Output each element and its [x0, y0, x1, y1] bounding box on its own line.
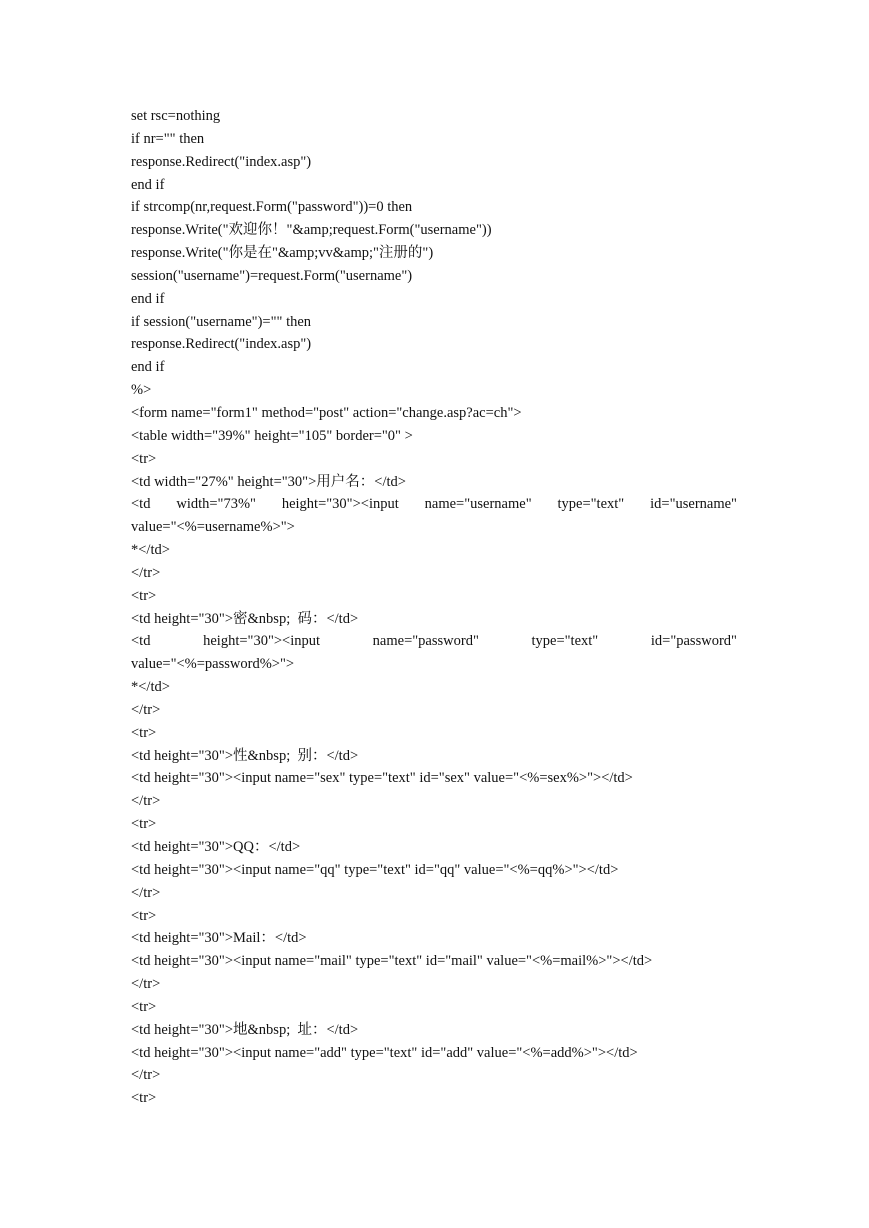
code-line: <td width="27%" height="30">用户名：</td>: [131, 473, 406, 490]
code-line: <td height="30">地&nbsp; 址：</td>: [131, 1021, 359, 1038]
code-line: <tr>: [131, 998, 157, 1015]
code-line: </tr>: [131, 701, 161, 718]
code-line: [131, 630, 737, 653]
code-line: </tr>: [131, 564, 161, 581]
code-line: if nr="" then: [131, 130, 205, 147]
code-line: *</td>: [131, 542, 170, 559]
code-line: <tr>: [131, 907, 157, 924]
code-line: <td height="30">Mail：</td>: [131, 930, 307, 947]
code-token: <td: [131, 496, 151, 513]
code-token: height="30"><input: [281, 496, 399, 513]
code-line: value="<%=password%>">: [131, 656, 295, 673]
code-token: id="password": [650, 633, 737, 650]
code-line: <td height="30">性&nbsp; 别：</td>: [131, 747, 359, 764]
code-line: value="<%=username%>">: [131, 519, 295, 536]
code-line: </tr>: [131, 884, 161, 901]
code-token: type="text": [531, 633, 599, 650]
code-token: <td: [131, 633, 151, 650]
code-line: response.Write("欢迎你！"&amp;request.Form("username")): [131, 222, 492, 239]
code-line: <tr>: [131, 450, 157, 467]
code-line: if strcomp(nr,request.Form("password"))=0 then: [131, 199, 413, 216]
code-line: response.Redirect("index.asp"): [131, 153, 312, 170]
code-line: if session("username")="" then: [131, 313, 312, 330]
code-line: <td height="30">密&nbsp; 码：</td>: [131, 610, 359, 627]
code-line: <td height="30">QQ：</td>: [131, 839, 301, 855]
code-line: response.Redirect("index.asp"): [131, 336, 312, 353]
code-line: <td height="30"><input name="add" type="text" id="add" value="<%=add%>"></td>: [131, 1044, 638, 1061]
code-line: </tr>: [131, 976, 161, 993]
code-line: end if: [131, 359, 165, 376]
code-line: </tr>: [131, 1067, 161, 1084]
code-line: <td height="30"><input name="sex" type="text" id="sex" value="<%=sex%>"></td>: [131, 770, 633, 787]
code-line: *</td>: [131, 679, 170, 696]
code-line: end if: [131, 176, 165, 193]
code-line: <tr>: [131, 724, 157, 741]
code-token: width="73%": [176, 496, 256, 513]
code-line: set rsc=nothing: [131, 108, 221, 124]
code-line: <tr>: [131, 587, 157, 604]
code-line: <form name="form1" method="post" action="change.asp?ac=ch">: [131, 404, 522, 421]
code-token: id="username": [650, 496, 737, 513]
code-line: end if: [131, 290, 165, 307]
code-line: response.Write("你是在"&amp;vv&amp;"注册的"): [131, 245, 434, 262]
code-token: type="text": [557, 496, 625, 513]
code-token: height="30"><input: [203, 633, 321, 650]
code-line: <table width="39%" height="105" border="0" >: [131, 427, 413, 444]
code-line: %>: [131, 382, 152, 399]
code-line: <tr>: [131, 816, 157, 833]
code-line: <tr>: [131, 1090, 157, 1107]
code-token: name="password": [372, 633, 479, 650]
code-line: [131, 493, 737, 516]
code-line: <td height="30"><input name="mail" type="text" id="mail" value="<%=mail%>"></td>: [131, 953, 653, 970]
code-line: session("username")=request.Form("username"): [131, 267, 413, 284]
code-line: </tr>: [131, 793, 161, 810]
code-token: name="username": [424, 496, 532, 513]
code-listing: [131, 105, 737, 1110]
code-line: <td height="30"><input name="qq" type="text" id="qq" value="<%=qq%>"></td>: [131, 861, 619, 878]
